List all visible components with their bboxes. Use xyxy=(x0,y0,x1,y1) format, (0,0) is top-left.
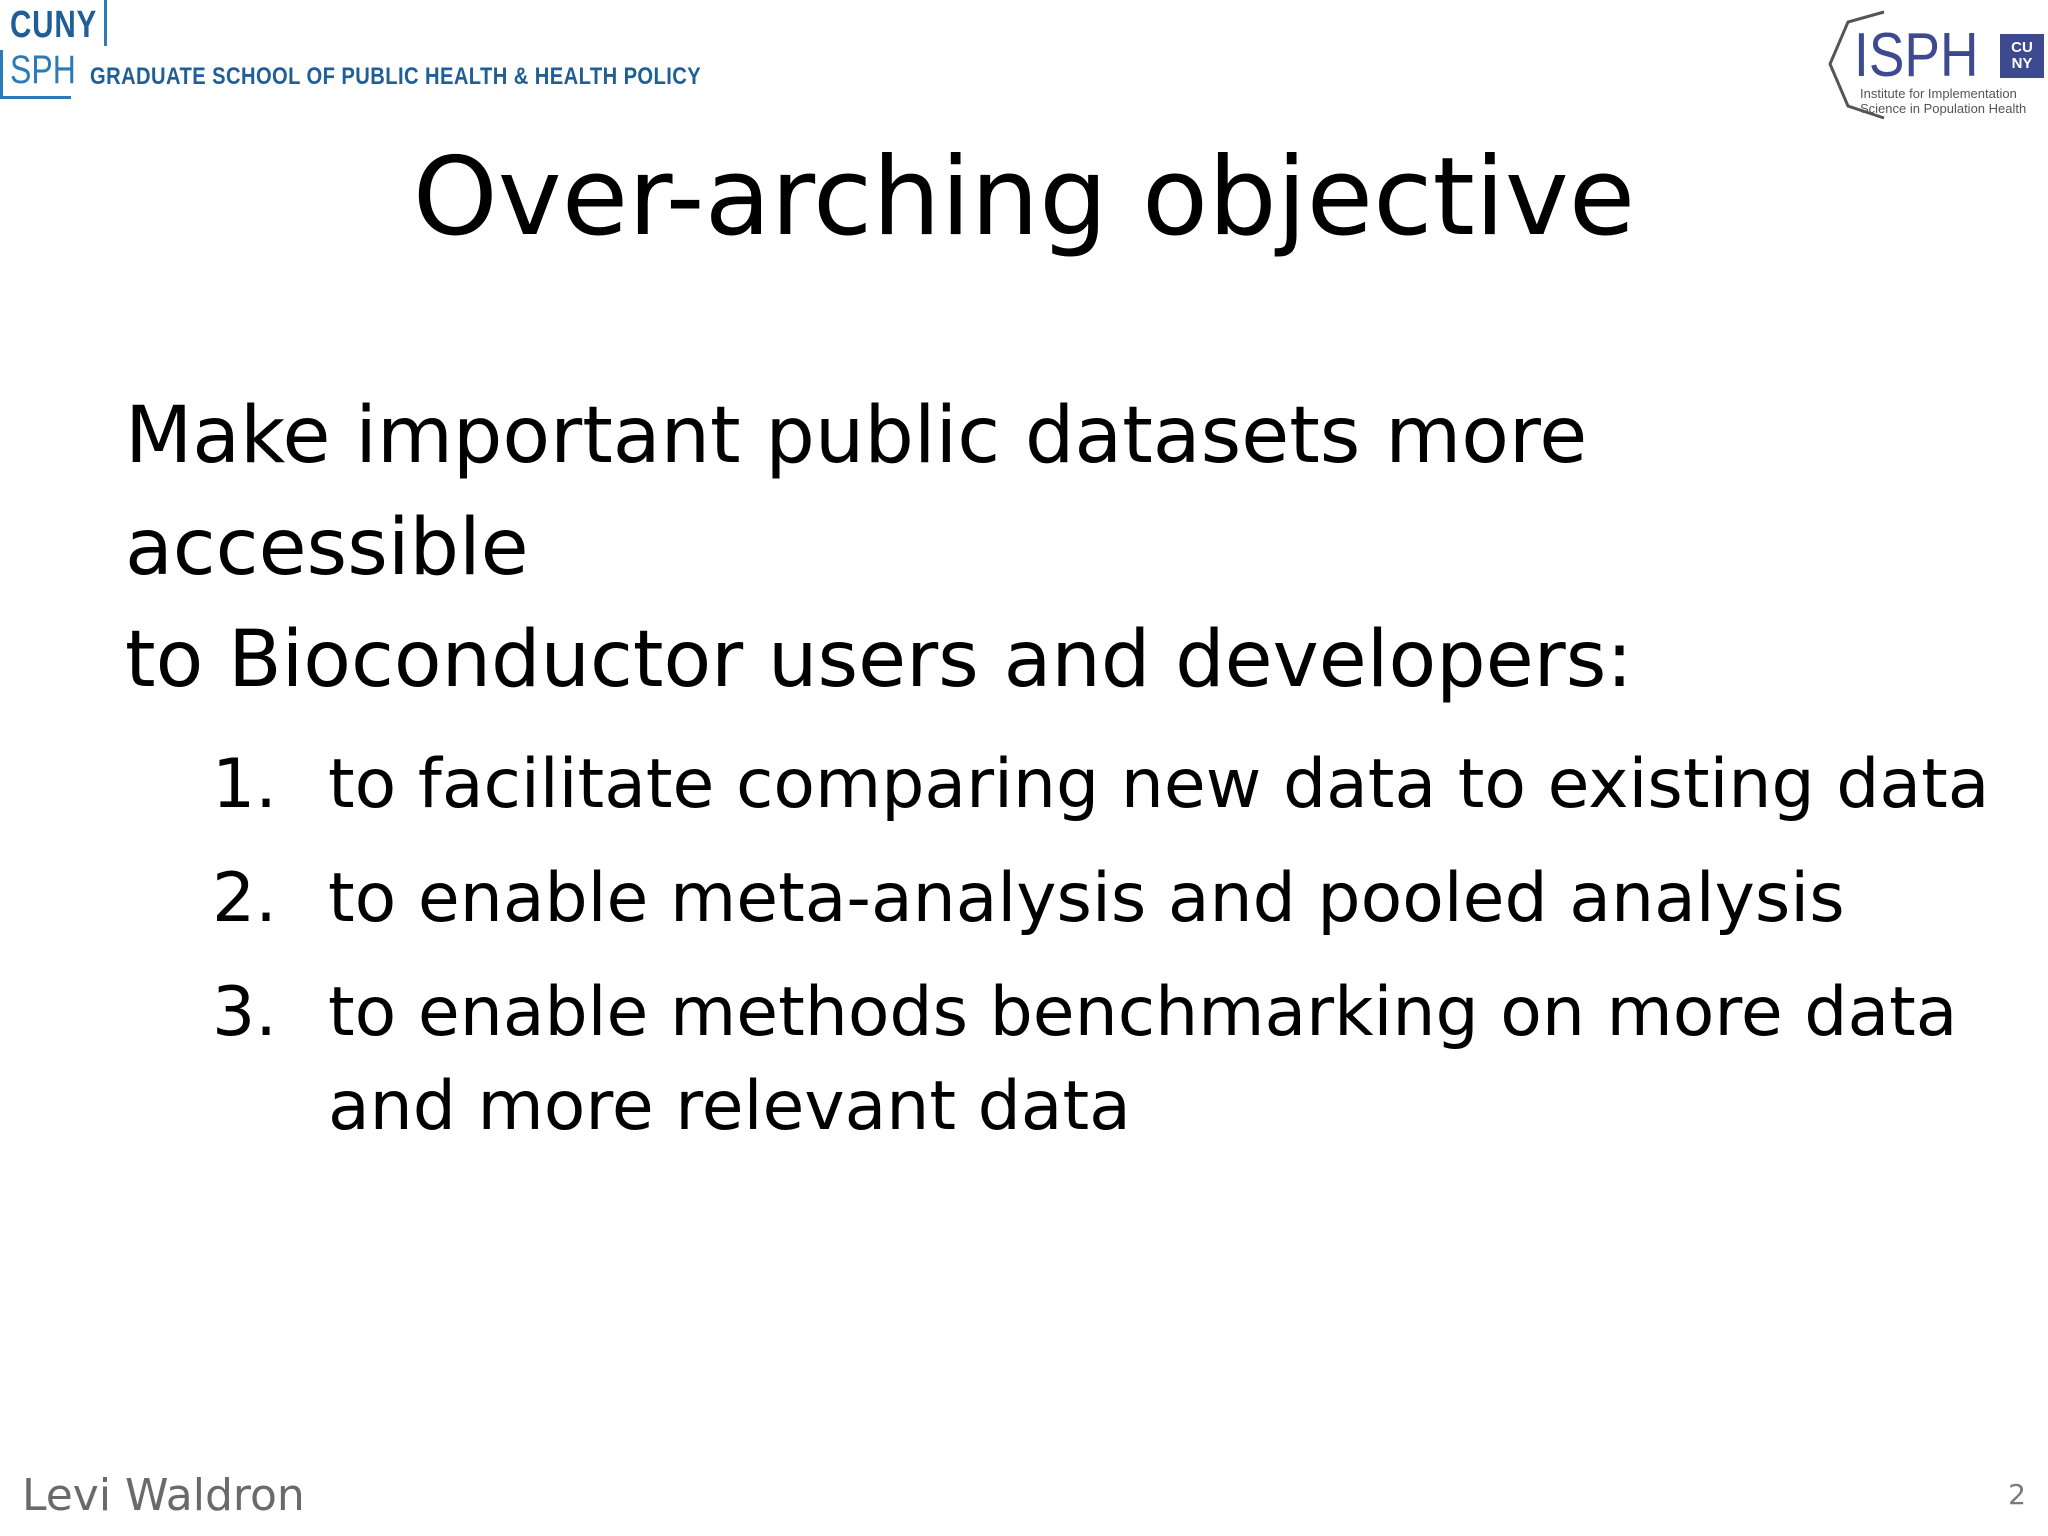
list-item-number: 2. xyxy=(212,859,277,938)
school-name: GRADUATE SCHOOL OF PUBLIC HEALTH & HEALTH POLICY xyxy=(90,63,702,90)
objectives-list xyxy=(212,738,2012,1174)
list-item xyxy=(212,966,2012,1154)
list-item-text: to enable methods benchmarking on more data xyxy=(328,973,1958,1052)
isph-subtitle-line1: Institute for Implementation xyxy=(1860,86,2017,101)
list-item xyxy=(212,738,2012,832)
intro-line-2: to Bioconductor users and developers: xyxy=(125,615,1633,705)
list-item-number: 3. xyxy=(212,973,277,1052)
cuny-logo-text: CUNY xyxy=(10,4,98,46)
list-item-text: to facilitate comparing new data to existing data xyxy=(328,745,1990,824)
isph-logo xyxy=(1824,6,2046,124)
list-item-text: to enable meta-analysis and pooled analysis xyxy=(328,859,1845,938)
intro-line-1: Make important public datasets more accessible xyxy=(125,391,1588,593)
sph-logo-text: SPH xyxy=(10,48,76,92)
slide-title: Over-arching objective xyxy=(412,135,1636,260)
isph-subtitle xyxy=(1860,86,2026,116)
list-item-text-continued: and more relevant data xyxy=(328,1067,1131,1146)
footer-author: Levi Waldron xyxy=(22,1470,305,1521)
isph-logo-text: ISPH xyxy=(1854,21,1979,90)
list-item xyxy=(212,852,2012,946)
list-item-number: 1. xyxy=(212,745,277,824)
cuny-box-badge: CU NY xyxy=(2000,34,2044,78)
intro-paragraph xyxy=(125,380,2005,716)
isph-subtitle-line2: Science in Population Health xyxy=(1860,101,2027,116)
page-number: 2 xyxy=(2008,1478,2026,1511)
